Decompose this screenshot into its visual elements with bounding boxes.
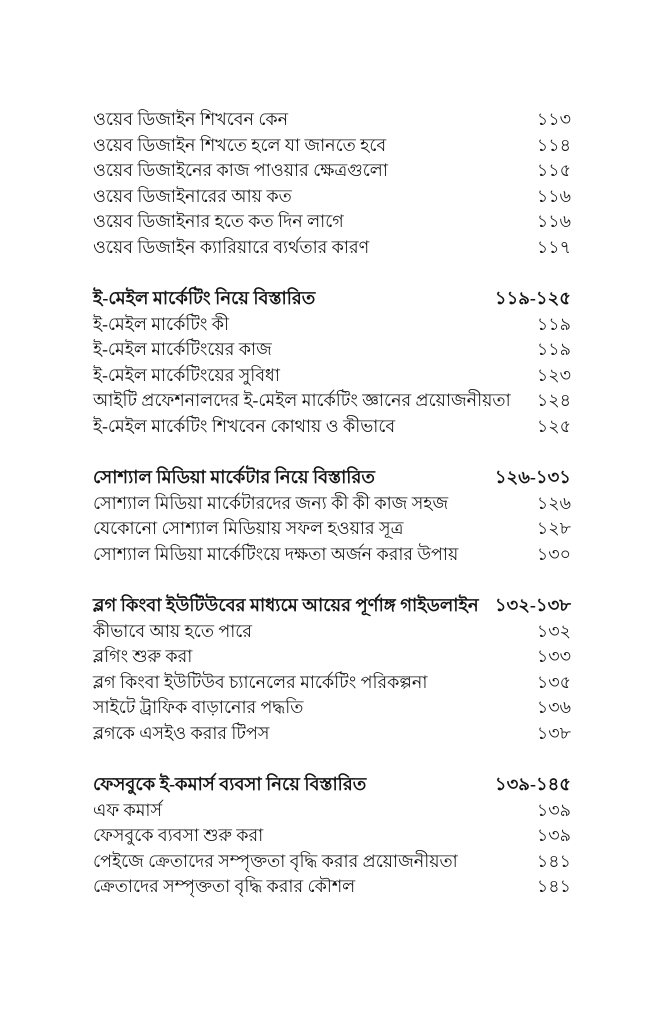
toc-item-page: ১২৩ — [536, 364, 571, 385]
toc-item-title: ক্রেতাদের সম্পৃক্ততা বৃদ্ধি করার কৌশল — [93, 876, 356, 896]
toc-item-title: সোশ্যাল মিডিয়া মার্কেটারদের জন্য কী কী কাজ সহজ — [93, 492, 449, 513]
toc-item-title: ফেসবুকে ব্যবসা শুরু করা — [93, 825, 264, 845]
toc-item-title: ওয়েব ডিজাইনারের আয় কত — [93, 185, 292, 206]
toc-item-page: ১২৫ — [536, 415, 571, 436]
toc-item-title: সোশ্যাল মিডিয়া মার্কেটিংয়ে দক্ষতা অর্জন করার উপায় — [93, 543, 459, 564]
toc-item-title: আইটি প্রফেশনালদের ই-মেইল মার্কেটিং জ্ঞানের প্রয়োজনীয়তা — [93, 390, 511, 410]
toc-section-header-row — [93, 286, 571, 312]
toc-item-title: ই-মেইল মার্কেটিং কী — [93, 313, 230, 334]
toc-item-page: ১১৬ — [536, 211, 571, 231]
toc-item-title: ই-মেইল মার্কেটিং শিখবেন কোথায় ও কীভাবে — [93, 415, 396, 436]
toc-row — [93, 644, 571, 670]
toc-section — [93, 593, 571, 746]
toc-row — [93, 388, 571, 414]
toc-item-page: ১১৪ — [536, 134, 571, 155]
toc-section-header-row — [93, 772, 571, 798]
toc-item-title: পেইজে ক্রেতাদের সম্পৃক্ততা বৃদ্ধি করার প্রয়োজনীয়তা — [93, 850, 458, 871]
table-of-contents — [93, 107, 571, 900]
toc-row — [93, 849, 571, 875]
toc-row — [93, 414, 571, 440]
toc-item-page: ১২৪ — [536, 390, 571, 410]
toc-row — [93, 133, 571, 159]
toc-row — [93, 312, 571, 338]
toc-item-title: ওয়েব ডিজাইনার হতে কত দিন লাগে — [93, 211, 344, 231]
toc-item-page: ১৩০ — [536, 543, 571, 564]
toc-item-title: সাইটে ট্রাফিক বাড়ানোর পদ্ধতি — [93, 697, 304, 717]
toc-section — [93, 772, 571, 900]
toc-item-title: ব্লগ কিংবা ইউটিউব চ্যানেলের মার্কেটিং পরিকল্পনা — [93, 671, 428, 692]
toc-item-page: ১১৩ — [536, 109, 571, 129]
toc-item-title: যেকোনো সোশ্যাল মিডিয়ায় সফল হওয়ার সূত্র — [93, 518, 404, 538]
toc-row — [93, 107, 571, 133]
toc-section-title: সোশ্যাল মিডিয়া মার্কেটার নিয়ে বিস্তারিত — [93, 467, 375, 487]
toc-item-page: ১৩৯ — [536, 825, 571, 845]
toc-row — [93, 670, 571, 696]
toc-section — [93, 107, 571, 260]
toc-item-page: ১৩৮ — [536, 722, 571, 743]
toc-row — [93, 158, 571, 184]
toc-item-page: ১২৮ — [536, 518, 571, 538]
toc-item-title: ওয়েব ডিজাইন শিখবেন কেন — [93, 109, 289, 129]
toc-item-title: ওয়েব ডিজাইনের কাজ পাওয়ার ক্ষেত্রগুলো — [93, 160, 388, 180]
toc-item-title: ই-মেইল মার্কেটিংয়ের সুবিধা — [93, 364, 280, 385]
toc-row — [93, 184, 571, 210]
toc-row — [93, 874, 571, 900]
toc-item-title: ব্লগিং শুরু করা — [93, 646, 193, 666]
toc-row — [93, 542, 571, 568]
toc-item-title: ব্লগকে এসইও করার টিপস — [93, 722, 270, 743]
toc-section-title: ফেসবুকে ই-কমার্স ব্যবসা নিয়ে বিস্তারিত — [93, 774, 367, 794]
toc-item-page: ১৪১ — [536, 850, 571, 871]
toc-item-page: ১৩২ — [536, 620, 571, 641]
toc-section-page-range: ১২৬-১৩১ — [494, 467, 571, 487]
toc-row — [93, 798, 571, 824]
toc-row — [93, 516, 571, 542]
toc-item-page: ১৩৩ — [536, 646, 571, 666]
toc-row — [93, 209, 571, 235]
toc-section-header-row — [93, 465, 571, 491]
toc-item-title: ই-মেইল মার্কেটিংয়ের কাজ — [93, 339, 272, 359]
toc-row — [93, 337, 571, 363]
toc-item-title: ওয়েব ডিজাইন ক্যারিয়ারে ব্যর্থতার কারণ — [93, 236, 370, 257]
toc-row — [93, 619, 571, 645]
toc-item-page: ১১৯ — [536, 313, 571, 334]
toc-row — [93, 721, 571, 747]
toc-item-page: ১৩৯ — [536, 799, 571, 820]
toc-section-header-row — [93, 593, 571, 619]
toc-row — [93, 363, 571, 389]
toc-item-page: ১৩৫ — [536, 671, 571, 692]
toc-item-page: ১১৫ — [536, 160, 571, 180]
toc-section — [93, 465, 571, 567]
toc-item-page: ১৪১ — [536, 876, 571, 896]
toc-item-page: ১১৯ — [536, 339, 571, 359]
toc-item-page: ১১৭ — [536, 236, 571, 257]
toc-row — [93, 695, 571, 721]
toc-section-page-range: ১৩৯-১৪৫ — [494, 774, 571, 794]
toc-section-page-range: ১১৯-১২৫ — [494, 288, 571, 308]
toc-item-page: ১২৬ — [536, 492, 571, 513]
toc-section — [93, 286, 571, 439]
toc-section-page-range: ১৩২-১৩৮ — [494, 595, 571, 615]
toc-row — [93, 491, 571, 517]
toc-section-title: ব্লগ কিংবা ইউটিউবের মাধ্যমে আয়ের পূর্ণাঙ্গ গাইডলাইন — [93, 595, 479, 615]
toc-item-title: এফ কমার্স — [93, 799, 163, 820]
toc-item-title: ওয়েব ডিজাইন শিখতে হলে যা জানতে হবে — [93, 134, 387, 155]
toc-item-page: ১১৬ — [536, 185, 571, 206]
toc-section-title: ই-মেইল মার্কেটিং নিয়ে বিস্তারিত — [93, 288, 316, 308]
toc-row — [93, 235, 571, 261]
toc-item-page: ১৩৬ — [536, 697, 571, 717]
toc-item-title: কীভাবে আয় হতে পারে — [93, 620, 252, 641]
toc-row — [93, 823, 571, 849]
